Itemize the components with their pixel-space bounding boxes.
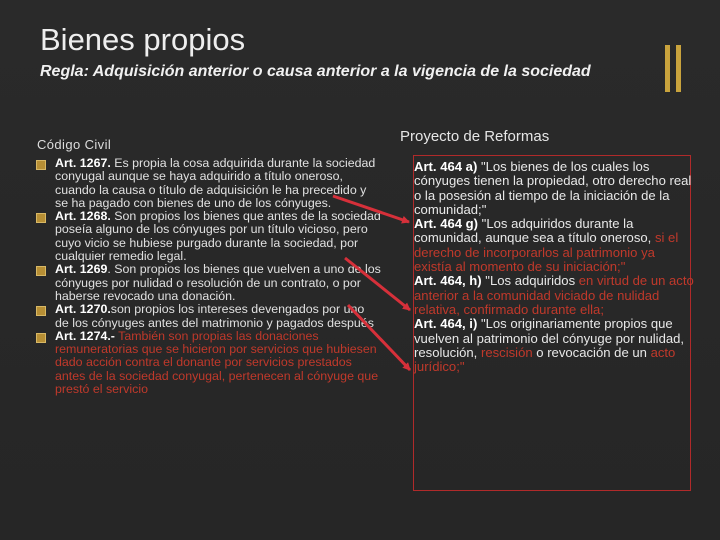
article-text: o revocación de un: [532, 344, 651, 360]
slide-subtitle: Regla: Adquisición anterior o causa anterior a la vigencia de la sociedad: [40, 63, 591, 80]
article-text: "Los adquiridos durante la comunidad, aunque sea a título oneroso,: [414, 216, 655, 246]
article-text: "Los adquiridos: [481, 273, 579, 289]
article-text: son propios los intereses devengados por uno de los cónyuges antes del matrimonio y pagados después: [55, 302, 374, 330]
article-highlight: si el derecho de incorporarlos al patrimonio ya existía al momento de su iniciación;": [414, 230, 679, 275]
slide-title: Bienes propios: [40, 22, 246, 57]
article-label: Art. 1268.: [55, 209, 111, 224]
article-label: Art. 464 g): [414, 216, 479, 232]
article-highlight: rescisión: [480, 344, 533, 360]
article-label: Art. 464, h): [414, 273, 482, 289]
article-text: . Son propios los bienes que vuelven a uno de los cónyuges por nulidad o resolución de un contrato, o por haberse revocado una donación.: [55, 262, 381, 303]
article-text: Es propia la cosa adquirida durante la sociedad conyugal aunque se haya adquirido a título oneroso, cuando la causa o título de adquisición le ha precedido y se ha pagado con bienes de uno de los cónyuges.: [55, 156, 376, 210]
article-label: Art. 464 a): [414, 159, 478, 174]
article-label: Art. 464, i): [414, 316, 478, 332]
article-highlight: en virtud de un acto anterior a la comunidad viciado de nulidad relativa, confirmado durante ella;: [414, 273, 694, 317]
article-text: Son propios los bienes que antes de la sociedad poseía alguno de los cónyuges por un título vicioso, pero cuyo vicio se hubiese purgado durante la sociedad, por cualquier remedio legal.: [55, 209, 381, 264]
article-label: Art. 1270.: [55, 302, 111, 317]
arrow-1268-to-464g: [333, 196, 409, 222]
article-label: Art. 1267.: [55, 156, 111, 170]
article-text: También son propias las donaciones remuneratorias que se hicieron por servicios que hubiesen dado acción contra el donante por servicios prestados antes de la sociedad conyugal, pertenecen al cónyuge que prestó el servicio: [55, 328, 379, 397]
codigo-civil-heading: Código Civil: [37, 137, 112, 152]
arrow-1269-to-464i: [348, 305, 410, 370]
article-label: Art. 1269: [55, 262, 108, 277]
article-text: "Los bienes de los cuales los cónyuges tienen la propiedad, otro derecho real o la posesión al tiempo de la iniciación de la comunidad;": [414, 159, 692, 217]
article-highlight: acto jurídico;": [414, 344, 676, 375]
article-label: Art. 1274.-: [55, 328, 115, 343]
article-text: "Los originariamente propios que vuelven al patrimonio del cónyuge por nulidad, resolución,: [414, 316, 685, 360]
arrow-1269-to-464h: [345, 258, 410, 310]
proyecto-reformas-heading: Proyecto de Reformas: [400, 128, 550, 145]
